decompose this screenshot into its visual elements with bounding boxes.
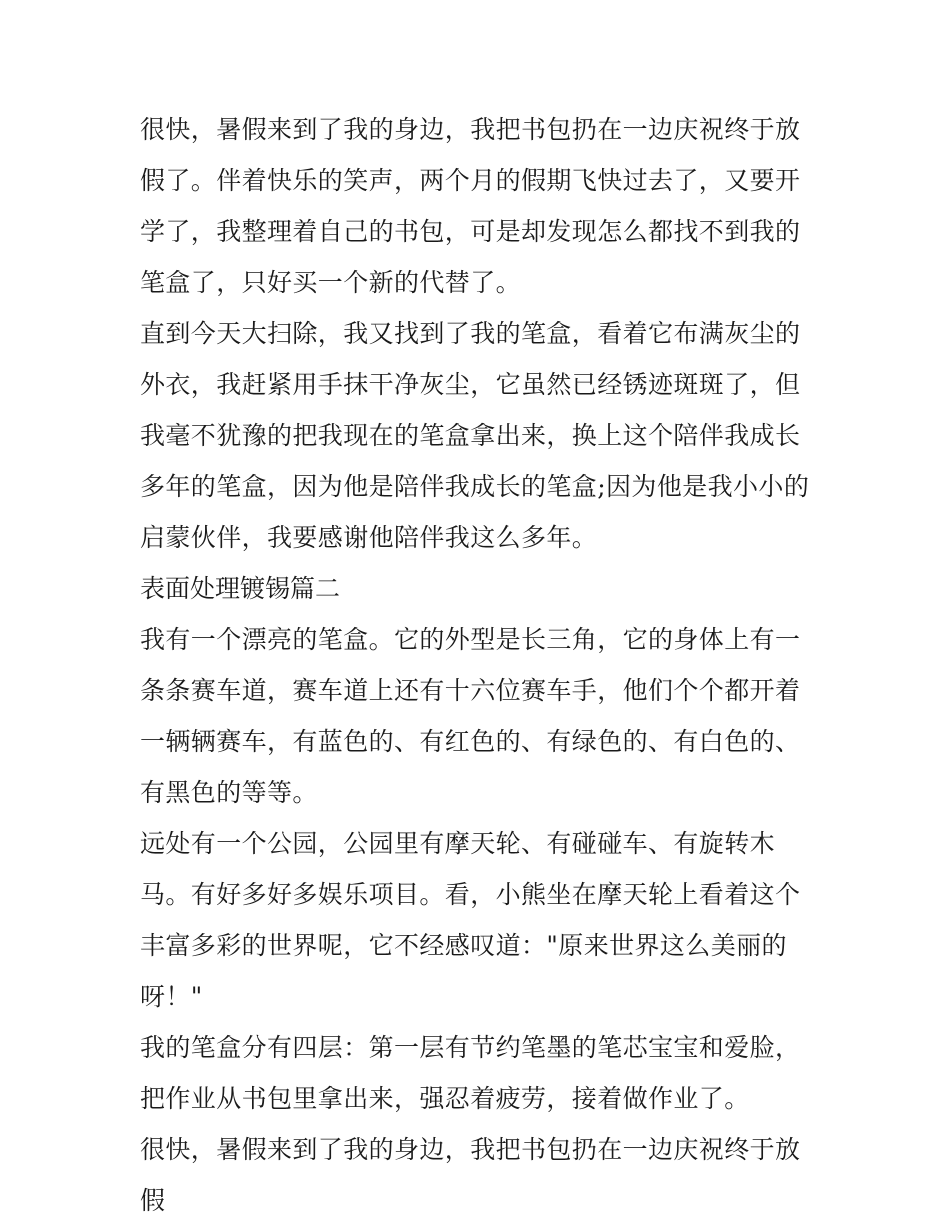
paragraph: 直到今天大扫除，我又找到了我的笔盒，看着它布满灰尘的外衣，我赶紧用手抹干净灰尘，它虽然已经锈迹斑斑了，但我毫不犹豫的把我现在的笔盒拿出来，换上这个陪伴我成长多年的笔盒，因为他是陪伴我成长的笔盒;因为他是我小小的启蒙伙伴，我要感谢他陪伴我这么多年。 [140, 319, 810, 552]
paragraph: 很快，暑假来到了我的身边，我把书包扔在一边庆祝终于放假 [140, 1135, 801, 1215]
paragraph: 我的笔盒分有四层：第一层有节约笔墨的笔芯宝宝和爱脸，把作业从书包里拿出来，强忍着疲劳，接着做作业了。 [140, 1033, 801, 1113]
document-body [140, 104, 820, 1226]
paragraph: 远处有一个公园，公园里有摩天轮、有碰碰车、有旋转木马。有好多好多娱乐项目。看，小熊坐在摩天轮上看着这个丰富多彩的世界呢，它不经感叹道："原来世界这么美丽的呀！" [140, 829, 801, 1011]
section-title: 表面处理镀锡篇二 [140, 574, 341, 603]
paragraph: 我有一个漂亮的笔盒。它的外型是长三角，它的身体上有一条条赛车道，赛车道上还有十六位赛车手，他们个个都开着一辆辆赛车，有蓝色的、有红色的、有绿色的、有白色的、有黑色的等等。 [140, 625, 801, 807]
paragraph: 很快，暑假来到了我的身边，我把书包扔在一边庆祝终于放假了。伴着快乐的笑声，两个月的假期飞快过去了，又要开学了，我整理着自己的书包，可是却发现怎么都找不到我的笔盒了，只好买一个新的代替了。 [140, 115, 801, 297]
